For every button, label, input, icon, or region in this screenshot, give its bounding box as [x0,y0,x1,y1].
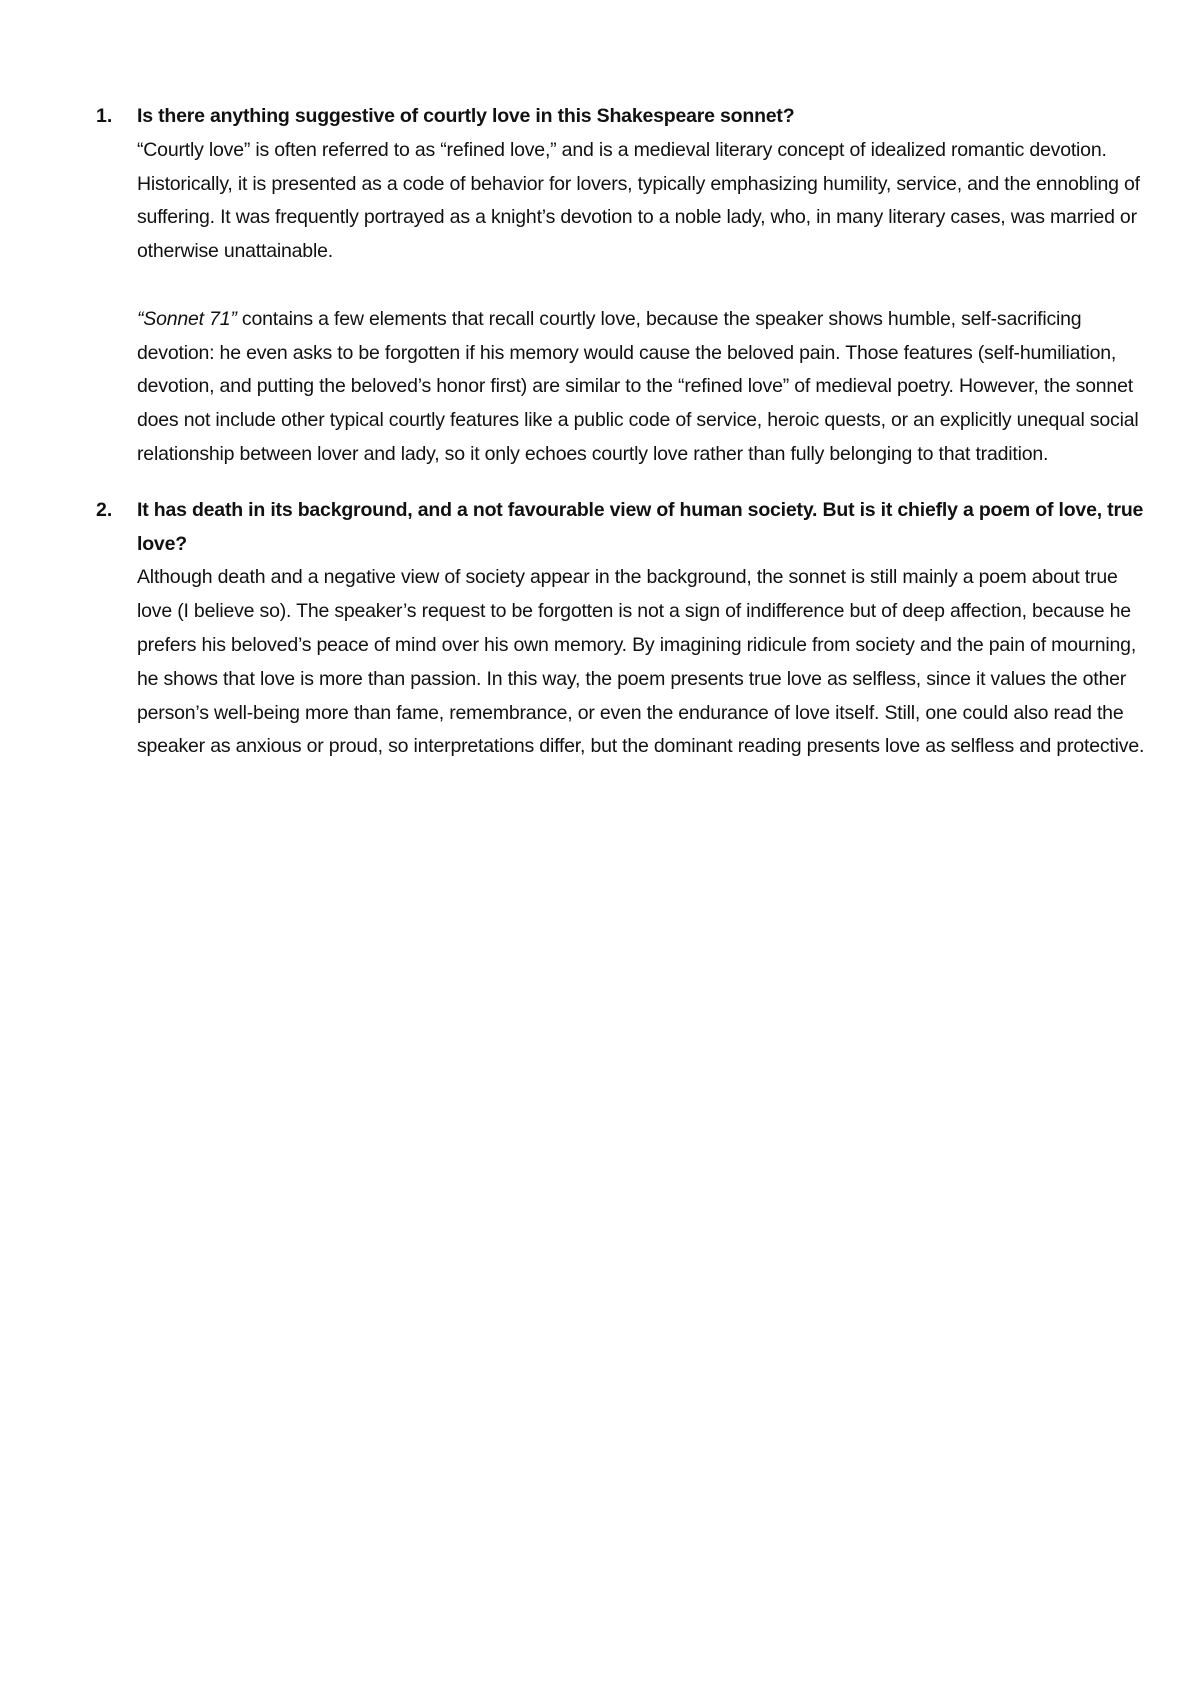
question-heading: Is there anything suggestive of courtly love in this Shakespeare sonnet? [137,105,795,127]
answer-paragraph-text: contains a few elements that recall courtly love, because the speaker shows humble, self-sacrificing devotion: he even asks to be forgotten if his memory would cause the beloved pain. Those features (self-humiliation, devotion, and putting the beloved’s honor first) are similar to the “refined love” of medieval poetry. However, the sonnet does not include other typical courtly features like a public code of service, heroic quests, or an explicitly unequal social relationship between lover and lady, so it only echoes courtly love rather than fully belonging to that tradition. [137,307,1139,465]
answer-paragraph: Although death and a negative view of society appear in the background, the sonnet is still mainly a poem about true love (I believe so). The speaker’s request to be forgotten is not a sign of indifference but of deep affection, because he prefers his beloved’s peace of mind over his own memory. By imagining ridicule from society and the pain of mourning, he shows that love is more than passion. In this way, the poem presents true love as selfless, since it values the other person’s well-being more than fame, remembrance, or even the endurance of love itself. Still, one could also read the speaker as anxious or proud, so interpretations differ, but the dominant reading presents love as selfless and protective. [137,566,1145,758]
sonnet-title: “Sonnet 71” [137,307,237,330]
answer-paragraph: “Courtly love” is often referred to as “refined love,” and is a medieval literary concept of idealized romantic devotion. Historically, it is presented as a code of behavior for lovers, typically emphasizing humility, service, and the ennobling of suffering. It was frequently portrayed as a knight’s devotion to a noble lady, who, in many literary cases, was married or otherwise unattainable. [137,138,1140,263]
question-number: 1. [96,105,113,127]
question-number: 2. [96,498,113,521]
answer-paragraph [137,303,1146,472]
question-heading: It has death in its background, and a not favourable view of human society. But is it chiefly a poem of love, true love? [137,498,1144,555]
question-item-1 [96,100,1146,472]
question-list [96,100,1146,764]
question-item-2 [96,494,1146,764]
